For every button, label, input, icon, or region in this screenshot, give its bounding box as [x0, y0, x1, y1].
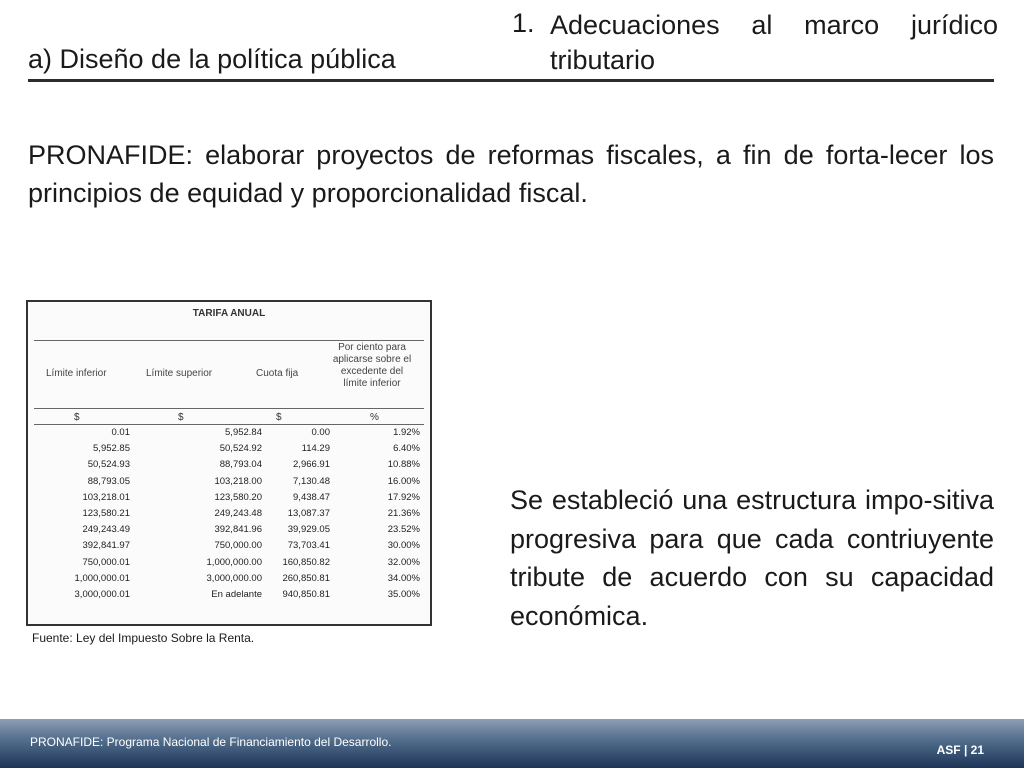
cell-fixed-fee: 9,438.47: [293, 491, 330, 503]
side-paragraph: Se estableció una estructura impo-sitiva progresiva para que cada contriuyente tribute de acuerdo con su capacidad económica.: [510, 485, 994, 631]
unit-fixed-fee: $: [276, 412, 282, 423]
table-source: Fuente: Ley del Impuesto Sobre la Renta.: [32, 631, 255, 645]
cell-lower-limit: 392,841.97: [82, 540, 130, 552]
cell-lower-limit: 1,000,000.01: [74, 572, 130, 584]
table-row: [34, 588, 426, 604]
table-row: [34, 572, 426, 588]
column-header-upper-limit: Límite superior: [146, 368, 213, 379]
cell-upper-limit: 123,580.20: [214, 491, 262, 503]
column-header-percent: Por ciento para aplicarse sobre el excedente del límite inferior: [332, 342, 412, 389]
table-row: [34, 458, 426, 474]
topic-title: Adecuaciones al marco jurídico tributario: [550, 10, 998, 75]
cell-lower-limit: 88,793.05: [87, 475, 130, 487]
cell-percent: 17.92%: [387, 491, 420, 503]
cell-lower-limit: 5,952.85: [93, 443, 130, 455]
cell-upper-limit: 1,000,000.00: [206, 556, 262, 568]
table-header-rule: [34, 408, 424, 409]
intro-paragraph: PRONAFIDE: elaborar proyectos de reformas fiscales, a fin de forta-lecer los principios de equidad y proporcionalidad fiscal.: [28, 140, 994, 208]
cell-percent: 1.92%: [393, 427, 420, 438]
table-top-rule: [34, 340, 424, 341]
cell-fixed-fee: 160,850.82: [282, 556, 330, 568]
cell-percent: 34.00%: [387, 572, 420, 584]
tax-rate-table: [26, 300, 432, 626]
cell-fixed-fee: 13,087.37: [287, 507, 330, 519]
cell-fixed-fee: 114.29: [301, 443, 330, 455]
cell-percent: 35.00%: [387, 588, 420, 600]
section-title: a) Diseño de la política pública: [28, 44, 396, 74]
cell-upper-limit: 392,841.96: [214, 524, 262, 536]
cell-percent: 21.36%: [387, 507, 420, 519]
cell-percent: 16.00%: [387, 475, 420, 487]
cell-lower-limit: 103,218.01: [82, 491, 130, 503]
table-row: [34, 507, 426, 523]
topic-number: 1.: [512, 8, 535, 38]
cell-lower-limit: 50,524.93: [87, 459, 130, 471]
cell-upper-limit: 3,000,000.00: [206, 572, 262, 584]
table-row: [34, 491, 426, 507]
table-row: [34, 475, 426, 491]
cell-percent: 10.88%: [387, 459, 420, 471]
cell-fixed-fee: 0.00: [311, 427, 330, 438]
cell-lower-limit: 123,580.21: [82, 507, 130, 519]
unit-lower-limit: $: [74, 412, 80, 423]
table-row: [34, 556, 426, 572]
column-header-lower-limit: Límite inferior: [46, 368, 107, 379]
page-number: ASF | 21: [936, 743, 984, 757]
footer-note: PRONAFIDE: Programa Nacional de Financiamiento del Desarrollo.: [30, 735, 392, 749]
cell-upper-limit: 88,793.04: [219, 459, 262, 471]
cell-lower-limit: 3,000,000.01: [74, 588, 130, 600]
cell-upper-limit: En adelante: [211, 588, 262, 600]
column-header-fixed-fee: Cuota fija: [256, 368, 299, 379]
cell-lower-limit: 0.01: [111, 427, 130, 438]
cell-percent: 23.52%: [387, 524, 420, 536]
cell-upper-limit: 750,000.00: [214, 540, 262, 552]
cell-lower-limit: 249,243.49: [82, 524, 130, 536]
cell-upper-limit: 249,243.48: [214, 507, 262, 519]
title-divider: [28, 79, 994, 82]
cell-percent: 32.00%: [387, 556, 420, 568]
cell-fixed-fee: 7,130.48: [293, 475, 330, 487]
cell-fixed-fee: 260,850.81: [282, 572, 330, 584]
cell-upper-limit: 5,952.84: [225, 427, 262, 438]
cell-fixed-fee: 39,929.05: [287, 524, 330, 536]
table-row: [34, 426, 426, 442]
cell-lower-limit: 750,000.01: [82, 556, 130, 568]
unit-percent: %: [370, 412, 379, 423]
table-title: TARIFA ANUAL: [192, 308, 266, 319]
table-body: [34, 426, 426, 604]
cell-fixed-fee: 73,703.41: [287, 540, 330, 552]
unit-upper-limit: $: [178, 412, 184, 423]
cell-fixed-fee: 940,850.81: [282, 588, 330, 600]
table-row: [34, 523, 426, 539]
cell-upper-limit: 50,524.92: [219, 443, 262, 455]
table-row: [34, 442, 426, 458]
cell-upper-limit: 103,218.00: [214, 475, 262, 487]
cell-percent: 30.00%: [387, 540, 420, 552]
cell-fixed-fee: 2,966.91: [293, 459, 330, 471]
table-row: [34, 539, 426, 555]
table-units-rule: [34, 424, 424, 425]
cell-percent: 6.40%: [393, 443, 420, 455]
